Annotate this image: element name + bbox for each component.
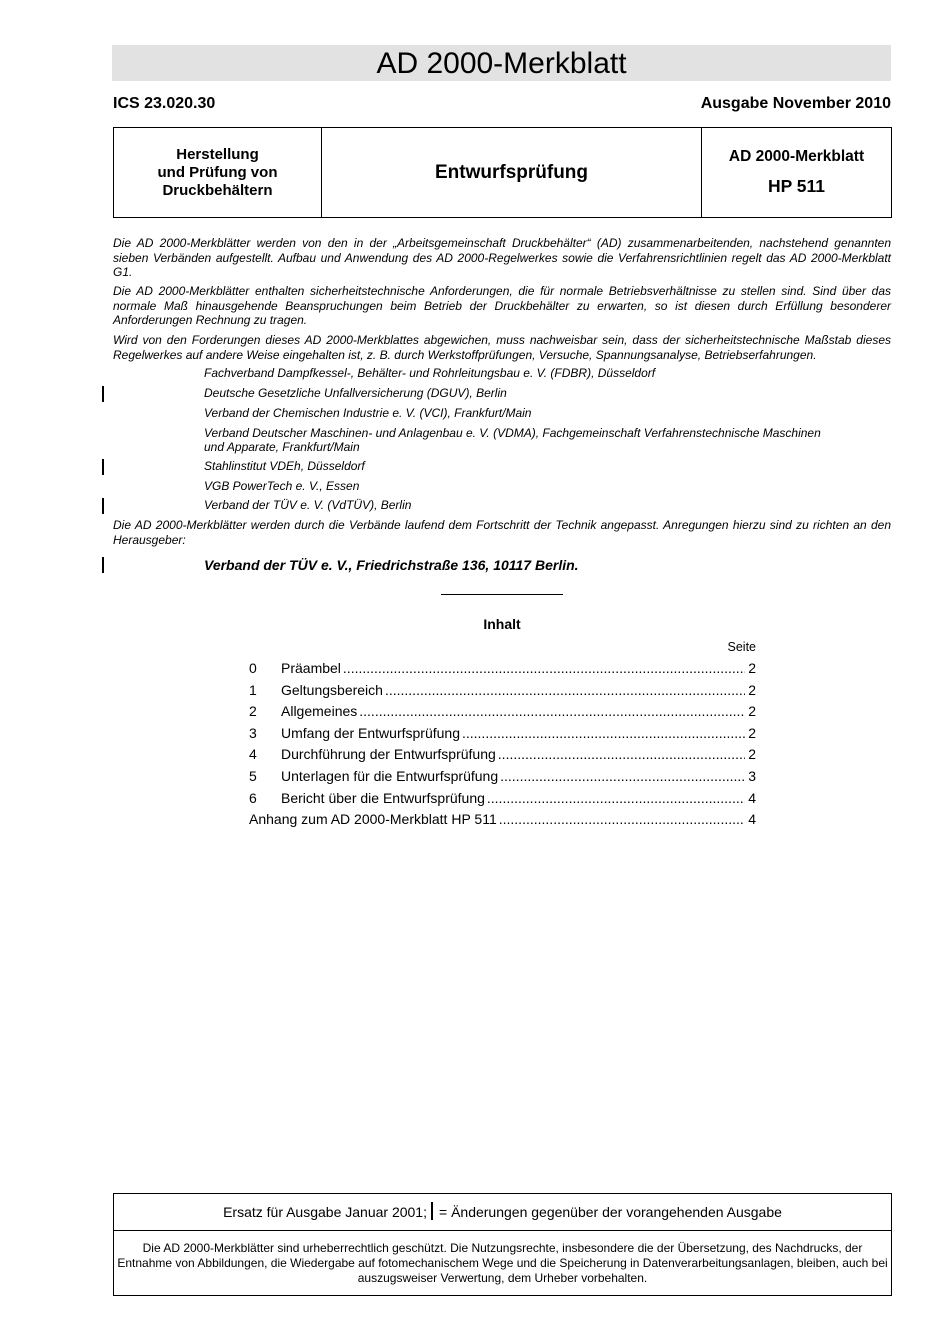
toc-entry-number: 5 [249,767,257,784]
toc-entry-number: 2 [249,703,257,720]
document-title-banner: AD 2000-Merkblatt [112,45,891,81]
toc-entry-annex[interactable] [249,809,756,831]
org-vdeh: Stahlinstitut VDEh, Düsseldorf [204,459,365,473]
intro-paragraph-2: Die AD 2000-Merkblätter enthalten sicherheitstechnische Anforderungen, die für normale Betriebsverhältnisse zu stellen sind. Sind über das normale Maß hinausgehende Beanspruchungen beim Betrieb der Druckbehälter zu erwarten, so ist diesen durch Erfüllung besonderer Anforderungen Rechnung zu tragen. [113,284,891,327]
toc-entry-page: 2 [748,703,756,720]
toc-entry-number: 1 [249,681,257,698]
change-marker [102,557,104,573]
toc-entry-title: Geltungsbereich [281,681,383,698]
intro-paragraph-1: Die AD 2000-Merkblätter werden von den in der „Arbeitsgemeinschaft Druckbehälter“ (AD) zusammenarbeitenden, nachstehend genannten sieben Verbänden aufgestellt. Aufbau und Anwendung des AD 2000-Regelwerkes sowie die Verfahrensrichtlinien regelt das AD 2000-Merkblatt G1. [113,236,891,279]
category-cell [114,128,322,217]
toc-entry[interactable] [249,744,756,766]
toc-entry[interactable] [249,658,756,680]
sheet-series: AD 2000-Merkblatt [728,148,865,165]
copyright-notice: Die AD 2000-Merkblätter sind urheberrechtlich geschützt. Die Nutzungsrechte, insbesondere die der Übersetzung, des Nachdrucks, der Entnahme von Abbildungen, die Wiedergabe auf fotomechanischem Wege und die Speicherung in Datenverarbeitungsanlagen, bleiben, auch bei auszugsweiser Verwertung, dem Urheber vorbehalten. [117,1241,888,1285]
edition-date: Ausgabe November 2010 [700,95,891,112]
sheet-number: HP 511 [767,176,826,196]
toc-entry-page: 4 [748,789,756,806]
changes-legend-text: = Änderungen gegenüber der vorangehenden Ausgabe [439,1204,782,1220]
category-line-3: Druckbehältern [162,181,273,199]
toc-page-label: Seite [727,640,756,654]
replacement-text: Ersatz für Ausgabe Januar 2001; [223,1204,427,1220]
toc-entry-page: 2 [748,660,756,676]
toc-entry-title: Bericht über die Entwurfsprüfung [281,789,485,806]
toc-entry-number: 4 [249,746,257,763]
toc-entry-number: 3 [249,724,257,741]
org-vgb: VGB PowerTech e. V., Essen [204,479,360,493]
sheet-id-cell [702,128,891,217]
subject-title: Entwurfsprüfung [434,161,589,183]
toc-entry[interactable] [249,723,756,745]
change-marker-legend [431,1202,433,1220]
replacement-notice [114,1194,891,1231]
toc-entry-title: Anhang zum AD 2000-Merkblatt HP 511 [249,811,497,828]
org-fdbr: Fachverband Dampfkessel-, Behälter- und Rohrleitungsbau e. V. (FDBR), Düsseldorf [204,366,656,380]
ics-code: ICS 23.020.30 [113,95,216,112]
toc-entry[interactable] [249,701,756,723]
table-of-contents [249,658,756,831]
toc-leader [341,658,745,680]
toc-entry-number: 6 [249,789,257,806]
toc-leader [383,680,745,702]
section-divider [441,594,563,595]
org-vci: Verband der Chemischen Industrie e. V. (VCI), Frankfurt/Main [204,406,532,420]
toc-entry[interactable] [249,788,756,810]
change-marker [102,386,104,402]
change-marker [102,498,104,514]
toc-entry[interactable] [249,766,756,788]
toc-entry-page: 3 [748,767,756,784]
org-vdma-line-2: und Apparate, Frankfurt/Main [204,440,360,454]
toc-leader [357,701,745,723]
toc-leader [497,809,745,831]
change-marker [102,459,104,475]
toc-entry-page: 4 [748,811,756,828]
toc-leader [485,788,745,810]
intro-paragraph-3: Wird von den Forderungen dieses AD 2000-Merkblattes abgewichen, muss nachweisbar sein, dass der sicherheitstechnische Maßstab dieses Regelwerkes auf andere Weise eingehalten ist, z. B. durch Werkstoffprüfungen, Versuche, Spannungsanalyse, Betriebserfahrungen. [113,333,891,362]
toc-entry-title: Allgemeines [281,703,358,720]
toc-entry-page: 2 [748,681,756,698]
footer-notice-box [113,1193,892,1296]
category-line-1: Herstellung [176,145,259,163]
publisher-address: Verband der TÜV e. V., Friedrichstraße 136, 10117 Berlin. [204,557,579,573]
header-table [113,127,892,218]
toc-leader [498,766,745,788]
subject-cell [322,128,702,217]
toc-entry[interactable] [249,680,756,702]
closing-paragraph: Die AD 2000-Merkblätter werden durch die Verbände laufend dem Fortschritt der Technik angepasst. Anregungen hierzu sind zu richten an den Herausgeber: [113,518,891,547]
toc-entry-title: Umfang der Entwurfsprüfung [281,724,460,741]
toc-entry-title: Durchführung der Entwurfsprüfung [281,746,496,763]
toc-entry-page: 2 [748,724,756,741]
toc-heading: Inhalt [483,616,521,632]
toc-entry-title: Präambel [281,660,341,676]
org-vdma-line-1: Verband Deutscher Maschinen- und Anlagenbau e. V. (VDMA), Fachgemeinschaft Verfahrenstechnische Maschinen [204,426,821,440]
toc-leader [460,723,745,745]
category-line-2: und Prüfung von [157,163,278,181]
toc-entry-page: 2 [748,746,756,763]
org-dguv: Deutsche Gesetzliche Unfallversicherung (DGUV), Berlin [204,386,507,400]
toc-entry-title: Unterlagen für die Entwurfsprüfung [281,767,499,784]
toc-leader [496,744,745,766]
org-vdtuev: Verband der TÜV e. V. (VdTÜV), Berlin [204,498,412,512]
toc-entry-number: 0 [249,660,257,676]
